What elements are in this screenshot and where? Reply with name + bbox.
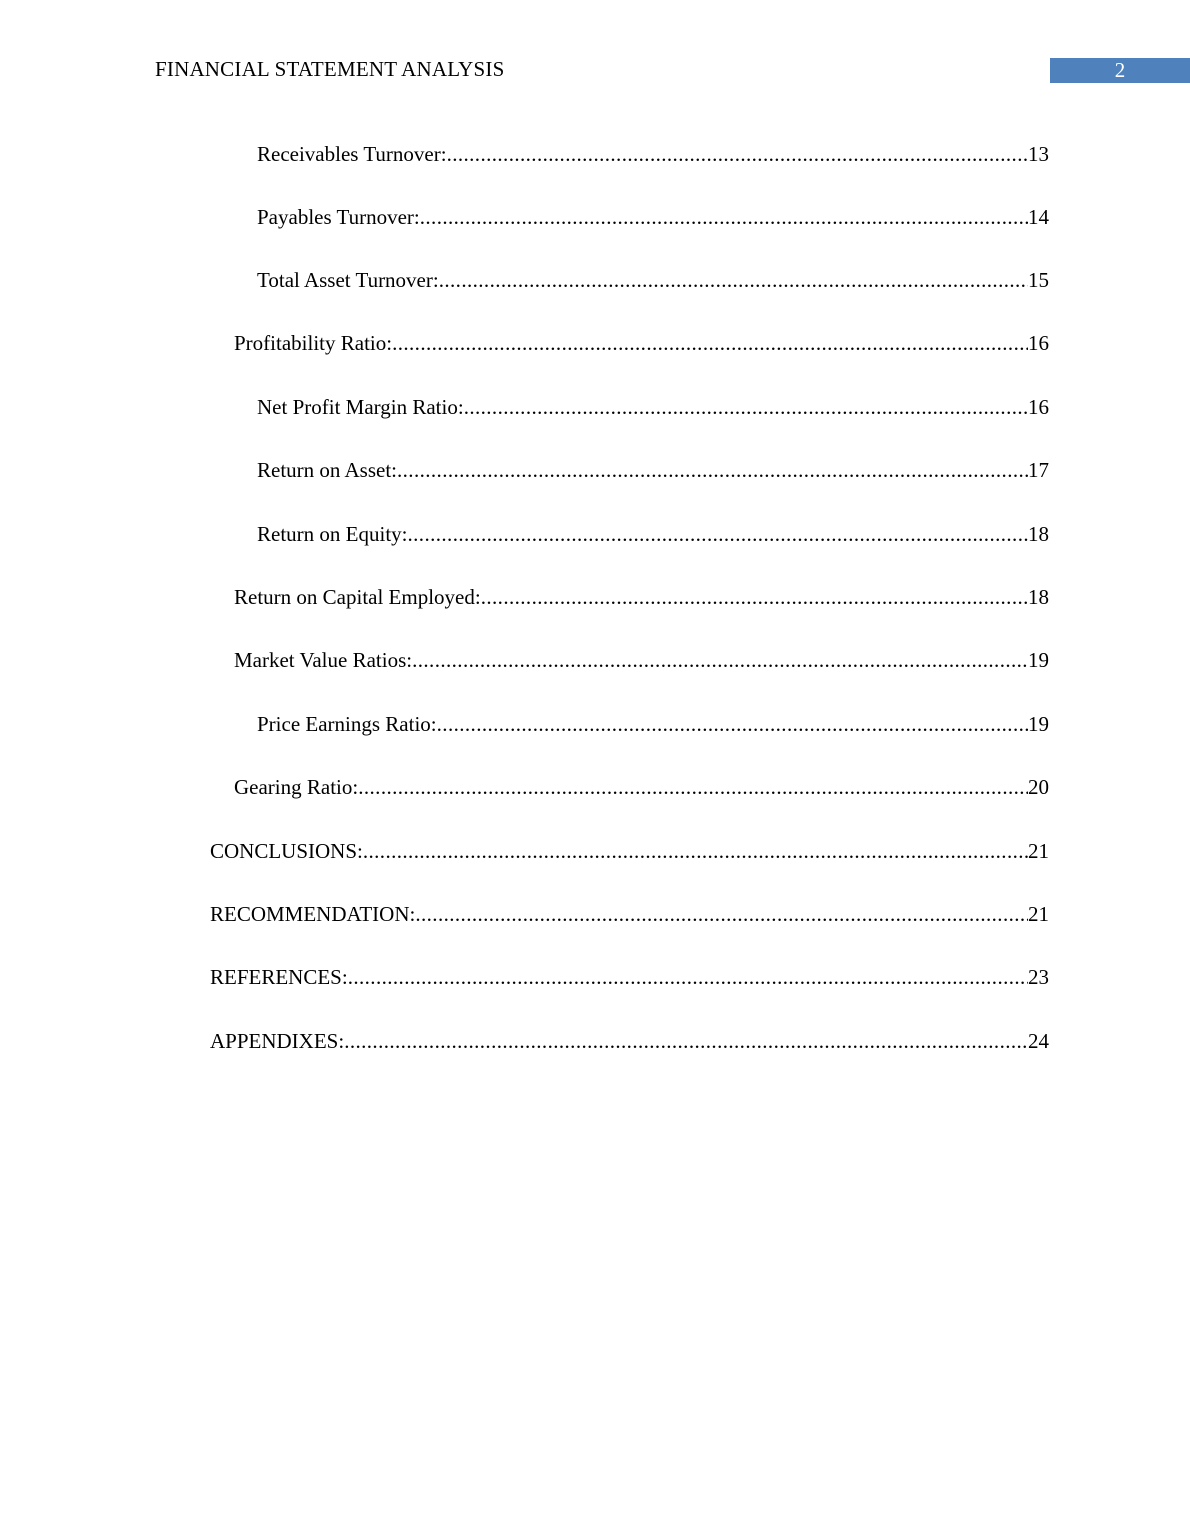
toc-entry-page: 21 <box>1028 839 1049 863</box>
toc-entry-references[interactable] <box>210 963 1049 991</box>
toc-dot-leader <box>464 393 1028 421</box>
toc-entry-label: Market Value Ratios: <box>234 648 413 672</box>
toc-entry-gearing-ratio[interactable] <box>234 773 1049 801</box>
toc-entry-label: Return on Equity: <box>257 522 408 546</box>
toc-entry-net-profit-margin-ratio[interactable] <box>257 393 1049 421</box>
toc-entry-appendixes[interactable] <box>210 1027 1049 1055</box>
toc-entry-conclusions[interactable] <box>210 837 1049 865</box>
toc-entry-label: REFERENCES: <box>210 965 348 989</box>
toc-entry-return-on-asset[interactable] <box>257 456 1049 484</box>
toc-entry-page: 13 <box>1028 142 1049 166</box>
toc-entry-return-on-capital-employed[interactable] <box>234 583 1049 611</box>
toc-entry-receivables-turnover[interactable] <box>257 140 1049 168</box>
toc-entry-label: Return on Capital Employed: <box>234 585 481 609</box>
toc-entry-price-earnings-ratio[interactable] <box>257 710 1049 738</box>
toc-entry-label: Net Profit Margin Ratio: <box>257 395 464 419</box>
toc-entry-total-asset-turnover[interactable] <box>257 266 1049 294</box>
toc-entry-label: RECOMMENDATION: <box>210 902 416 926</box>
toc-entry-label: Total Asset Turnover: <box>257 268 439 292</box>
toc-entry-page: 18 <box>1028 522 1049 546</box>
toc-entry-label: Price Earnings Ratio: <box>257 712 437 736</box>
toc-entry-label: Receivables Turnover: <box>257 142 447 166</box>
toc-entry-page: 23 <box>1028 965 1049 989</box>
toc-dot-leader <box>439 266 1028 294</box>
toc-entry-page: 17 <box>1028 458 1049 482</box>
toc-dot-leader <box>481 583 1028 611</box>
toc-entry-payables-turnover[interactable] <box>257 203 1049 231</box>
toc-dot-leader <box>412 646 1028 674</box>
toc-entry-page: 24 <box>1028 1029 1049 1053</box>
toc-entry-page: 18 <box>1028 585 1049 609</box>
toc-entry-page: 21 <box>1028 902 1049 926</box>
toc-entry-page: 19 <box>1028 712 1049 736</box>
page-header <box>0 0 1190 110</box>
toc-entry-profitability-ratio[interactable] <box>234 329 1049 357</box>
page-number-badge <box>1050 58 1190 83</box>
toc-entry-label: Profitability Ratio: <box>234 331 393 355</box>
toc-dot-leader <box>348 963 1028 991</box>
toc-dot-leader <box>344 1027 1028 1055</box>
toc-dot-leader <box>408 520 1029 548</box>
toc-entry-recommendation[interactable] <box>210 900 1049 928</box>
toc-dot-leader <box>392 329 1028 357</box>
toc-dot-leader <box>447 140 1028 168</box>
toc-entry-page: 19 <box>1028 648 1049 672</box>
toc-entry-return-on-equity[interactable] <box>257 520 1049 548</box>
toc-entry-page: 20 <box>1028 775 1049 799</box>
toc-entry-page: 15 <box>1028 268 1049 292</box>
toc-entry-label: Return on Asset: <box>257 458 397 482</box>
toc-entry-label: Payables Turnover: <box>257 205 420 229</box>
toc-entry-page: 14 <box>1028 205 1049 229</box>
toc-dot-leader <box>397 456 1028 484</box>
toc-entry-page: 16 <box>1028 331 1049 355</box>
toc-entry-page: 16 <box>1028 395 1049 419</box>
toc-entry-label: Gearing Ratio: <box>234 775 359 799</box>
toc-dot-leader <box>363 837 1028 865</box>
toc-entry-label: APPENDIXES: <box>210 1029 345 1053</box>
page-number: 2 <box>1114 58 1126 82</box>
toc-dot-leader <box>437 710 1028 738</box>
running-head-title: FINANCIAL STATEMENT ANALYSIS <box>155 57 505 81</box>
toc-dot-leader <box>420 203 1028 231</box>
toc-entry-market-value-ratios[interactable] <box>234 646 1049 674</box>
toc-dot-leader <box>415 900 1028 928</box>
toc-entry-label: CONCLUSIONS: <box>210 839 363 863</box>
toc-dot-leader <box>358 773 1028 801</box>
